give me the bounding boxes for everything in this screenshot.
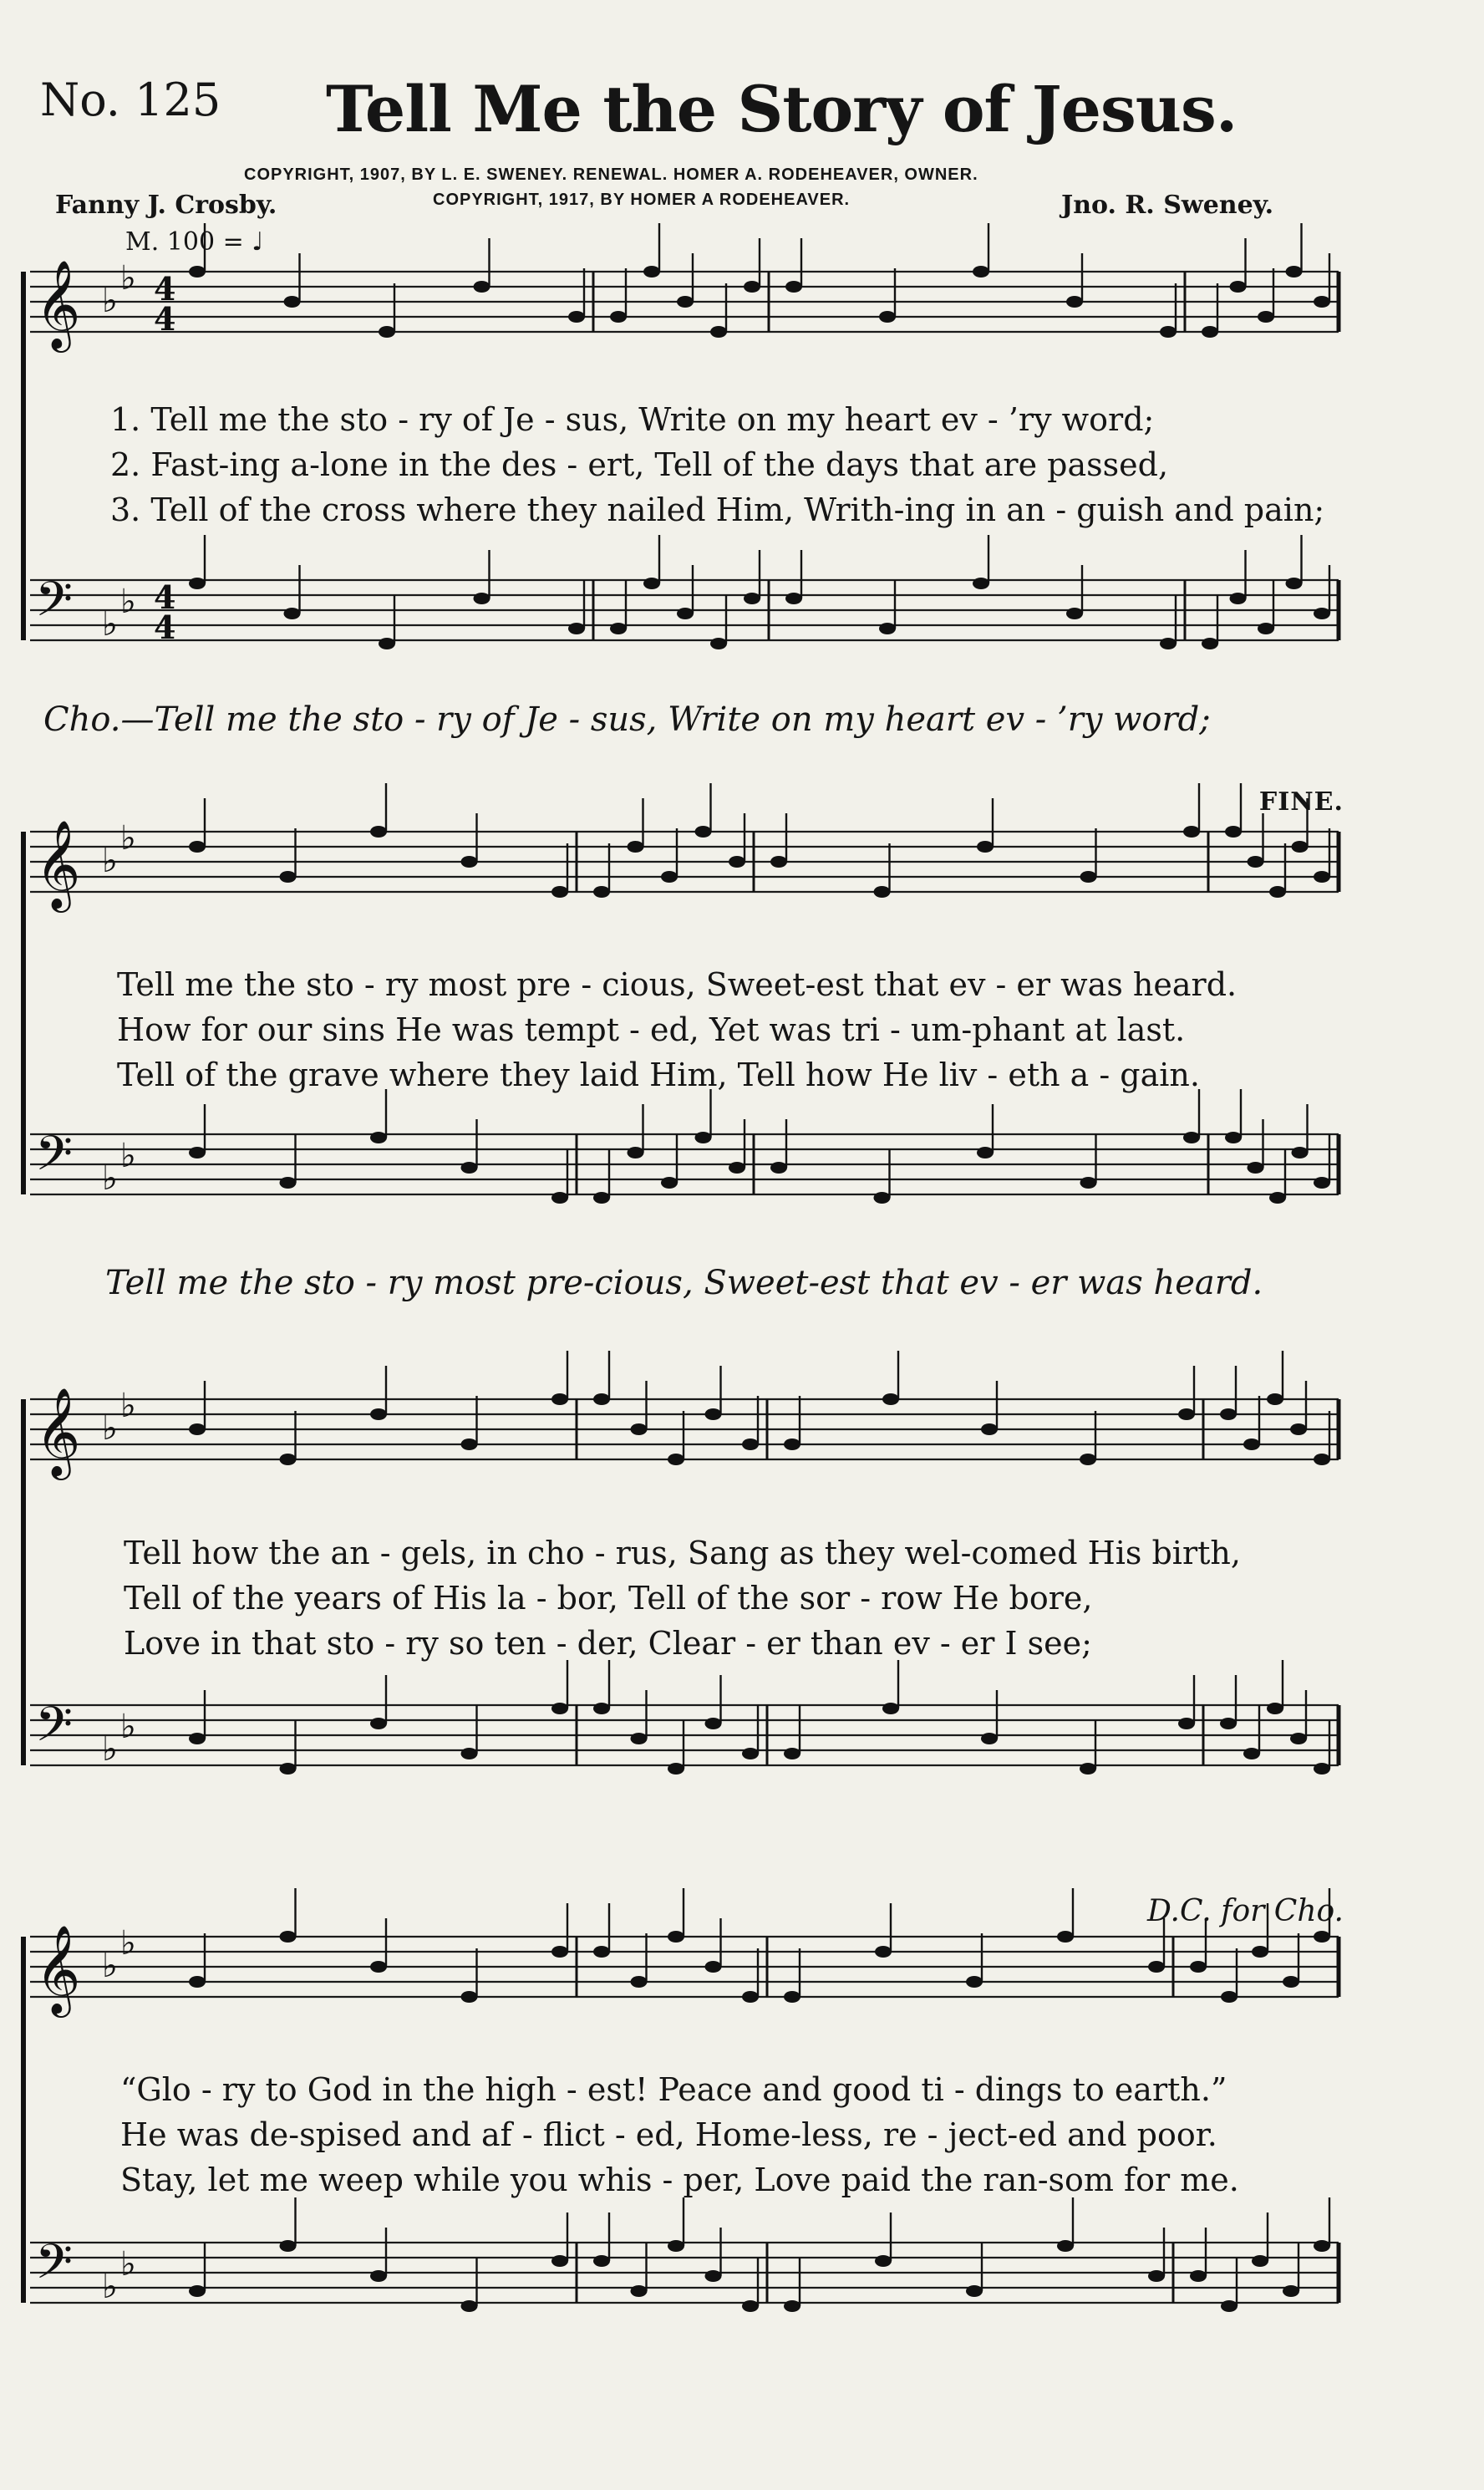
tempo-marking: M. 100 = ♩ [125,227,264,257]
bass-clef: 𝄢 [35,571,74,639]
note-head [1178,1408,1195,1420]
note-head [785,281,802,293]
note-head [879,623,896,634]
note-head [280,871,297,883]
note-head [474,281,490,293]
note-head [593,1393,610,1405]
note-head [1183,1132,1200,1143]
note-head [568,311,585,323]
composer-credit: Jno. R. Sweney. [1061,191,1274,220]
note-head [1148,2270,1165,2282]
note-head [551,1946,568,1958]
flat-sign: ♭ [102,1730,118,1769]
system-4-verse-3: Stay, let me weep while you whis - per, Love paid the ran-som for me. [120,2162,1239,2198]
flat-sign: ♭ [102,605,118,644]
fine-marking: FINE. [1258,787,1344,817]
note-head [631,1423,648,1435]
note-head [1178,1718,1195,1729]
note-head [461,2300,478,2312]
note-head [1183,826,1200,838]
note-head [1220,1408,1237,1420]
system-4-verse-2: He was de-spised and af - flict - ed, Home-less, re - ject-ed and poor. [120,2116,1217,2153]
note-head [461,1748,478,1759]
note-head [1220,1718,1237,1729]
note-head [1314,2240,1330,2252]
note-head [1243,1748,1260,1759]
note-head [742,1438,759,1450]
note-head [770,1162,787,1174]
note-head [280,1454,297,1465]
note-head [1314,1931,1330,1943]
note-head [668,2240,684,2252]
note-head [1190,2270,1207,2282]
note-head [742,1991,759,2003]
note-head [879,311,896,323]
time-signature: 4 [154,300,176,338]
note-head [677,608,694,619]
note-head [593,2255,610,2267]
note-head [610,311,627,323]
note-head [461,1162,478,1174]
system-4-verse-1: “Glo - ry to God in the high - est! Peace and good ti - dings to earth.” [120,2071,1227,2108]
note-head [1230,281,1247,293]
note-head [551,1192,568,1204]
note-head [284,296,301,308]
note-head [1292,1147,1309,1158]
note-head [1160,638,1177,649]
note-head [189,841,206,853]
copyright-line-2: COPYRIGHT, 1917, BY HOMER A RODEHEAVER. [433,191,851,209]
note-head [966,1976,983,1988]
bass-clef: 𝄢 [35,1125,74,1194]
system-1-chorus: Cho.—Tell me the sto - ry of Je - sus, Write on my heart ev - ’ry word; [43,700,1211,739]
note-head [610,623,627,634]
note-head [1243,1438,1260,1450]
note-head [551,1393,568,1405]
flat-sign: ♭ [102,842,118,880]
note-head [1290,1733,1307,1744]
flat-sign: ♭ [120,583,136,621]
note-head [1286,266,1303,278]
note-head [631,2285,648,2297]
note-head [710,326,727,338]
flat-sign: ♭ [120,1708,136,1746]
note-head [981,1733,998,1744]
note-head [1080,1454,1096,1465]
note-head [280,1177,297,1189]
note-head [370,1408,387,1420]
bass-clef: 𝄢 [35,1696,74,1764]
hymn-title: Tell Me the Story of Jesus. [326,72,1238,146]
note-head [705,1408,722,1420]
note-head [668,1931,684,1943]
note-head [461,1991,478,2003]
author-credit: Fanny J. Crosby. [55,191,277,220]
note-head [370,1132,387,1143]
note-head [729,1162,745,1174]
note-head [628,1147,644,1158]
note-head [784,1991,800,2003]
note-head [1286,578,1303,589]
hymn-number: No. 125 [40,74,221,126]
note-head [1252,1946,1268,1958]
flat-sign: ♭ [102,1409,118,1448]
system-3-verse-3: Love in that sto - ry so ten - der, Clear - er than ev - er I see; [124,1625,1092,1662]
note-head [882,1393,899,1405]
note-head [742,1748,759,1759]
note-head [370,1718,387,1729]
time-signature: 4 [154,578,176,616]
note-head [1160,326,1177,338]
note-head [461,856,478,868]
note-head [784,2300,800,2312]
note-head [284,608,301,619]
note-head [695,826,712,838]
note-head [189,1423,206,1435]
note-head [370,826,387,838]
time-signature: 4 [154,608,176,646]
note-head [784,1748,800,1759]
note-head [668,1763,684,1775]
note-head [280,2240,297,2252]
note-head [1283,2285,1299,2297]
note-head [742,2300,759,2312]
note-head [1080,871,1097,883]
note-head [1202,326,1218,338]
note-head [189,1733,206,1744]
note-head [705,1961,722,1973]
note-head [370,1961,387,1973]
note-head [643,266,660,278]
note-head [628,841,644,853]
note-head [631,1733,648,1744]
note-head [1248,1162,1264,1174]
note-head [661,1177,678,1189]
note-head [1258,623,1274,634]
note-head [977,1147,994,1158]
note-head [1066,296,1083,308]
note-head [370,2270,387,2282]
system-2-verse-2: How for our sins He was tempt - ed, Yet was tri - um-phant at last. [117,1011,1186,1048]
note-head [1230,593,1247,604]
note-head [189,1147,206,1158]
note-head [966,2285,983,2297]
note-head [1290,1423,1307,1435]
note-head [593,1703,610,1714]
flat-sign: ♭ [102,282,118,320]
treble-clef: 𝄞 [35,1387,81,1476]
note-head [784,1438,800,1450]
note-head [1292,841,1309,853]
system-3-verse-2: Tell of the years of His la - bor, Tell of the sor - row He bore, [124,1580,1093,1617]
note-head [1314,1177,1330,1189]
note-head [729,856,745,868]
note-head [744,281,760,293]
note-head [1057,1931,1074,1943]
note-head [744,593,760,604]
note-head [1269,886,1286,898]
flat-sign: ♭ [120,1387,136,1425]
note-head [1314,608,1330,619]
note-head [661,871,678,883]
system-1-verse-1: 1. Tell me the sto - ry of Je - sus, Write on my heart ev - ’ry word; [110,401,1155,438]
note-head [1057,2240,1074,2252]
note-head [1258,311,1274,323]
note-head [705,1718,722,1729]
flat-sign: ♭ [120,2245,136,2284]
note-head [875,2255,892,2267]
system-2-verse-3: Tell of the grave where they laid Him, Tell how He liv - eth a - gain. [117,1057,1200,1093]
note-head [189,2285,206,2297]
note-head [1248,856,1264,868]
note-head [593,1192,610,1204]
note-head [1221,2300,1238,2312]
note-head [189,1976,206,1988]
bass-clef: 𝄢 [35,2233,74,2302]
system-1-verse-2: 2. Fast-ing a-lone in the des - ert, Tell of the days that are passed, [110,446,1169,483]
flat-sign: ♭ [120,819,136,858]
note-head [770,856,787,868]
note-head [981,1423,998,1435]
note-head [1202,638,1218,649]
note-head [1221,1991,1238,2003]
flat-sign: ♭ [120,1137,136,1175]
system-3-verse-1: Tell how the an - gels, in cho - rus, Sang as they wel-comed His birth, [124,1535,1241,1571]
note-head [875,1946,892,1958]
note-head [643,578,660,589]
note-head [1080,1177,1097,1189]
note-head [874,886,891,898]
note-head [1269,1192,1286,1204]
note-head [1148,1961,1165,1973]
note-head [874,1192,891,1204]
note-head [280,1763,297,1775]
note-head [568,623,585,634]
note-head [1314,1763,1330,1775]
dc-marking: D.C. for Cho. [1146,1894,1344,1928]
note-head [882,1703,899,1714]
note-head [695,1132,712,1143]
system-2-verse-1: Tell me the sto - ry most pre - cious, Sweet-est that ev - er was heard. [117,966,1238,1003]
note-head [1283,1976,1299,1988]
flat-sign: ♭ [102,1947,118,1985]
flat-sign: ♭ [102,1159,118,1198]
note-head [593,1946,610,1958]
note-head [668,1454,684,1465]
note-head [1080,1763,1096,1775]
note-head [551,2255,568,2267]
note-head [677,296,694,308]
note-head [710,638,727,649]
note-head [1066,608,1083,619]
note-head [1314,871,1330,883]
treble-clef: 𝄞 [35,819,81,909]
system-2-chorus: Tell me the sto - ry most pre-cious, Sweet-est that ev - er was heard. [105,1264,1263,1302]
note-head [1225,1132,1242,1143]
note-head [1225,826,1242,838]
note-head [280,1931,297,1943]
copyright-line-1: COPYRIGHT, 1907, BY L. E. SWENEY. RENEWAL. HOMER A. RODEHEAVER, OWNER. [244,165,978,184]
system-1-verse-3: 3. Tell of the cross where they nailed Him, Writh-ing in an - guish and pain; [110,491,1325,528]
note-head [973,266,989,278]
note-head [379,326,395,338]
note-head [1252,2255,1268,2267]
treble-clef: 𝄞 [35,1924,81,2014]
flat-sign: ♭ [120,259,136,298]
note-head [1314,1454,1330,1465]
note-head [977,841,994,853]
note-head [705,2270,722,2282]
note-head [1267,1703,1283,1714]
time-signature: 4 [154,270,176,308]
note-head [1314,296,1330,308]
note-head [551,886,568,898]
note-head [551,1703,568,1714]
flat-sign: ♭ [102,2268,118,2306]
treble-clef: 𝄞 [35,259,81,349]
note-head [631,1976,648,1988]
note-head [1267,1393,1283,1405]
note-head [189,266,206,278]
note-head [474,593,490,604]
note-head [461,1438,478,1450]
note-head [189,578,206,589]
note-head [593,886,610,898]
note-head [1190,1961,1207,1973]
note-head [785,593,802,604]
flat-sign: ♭ [120,1924,136,1963]
note-head [379,638,395,649]
note-head [973,578,989,589]
